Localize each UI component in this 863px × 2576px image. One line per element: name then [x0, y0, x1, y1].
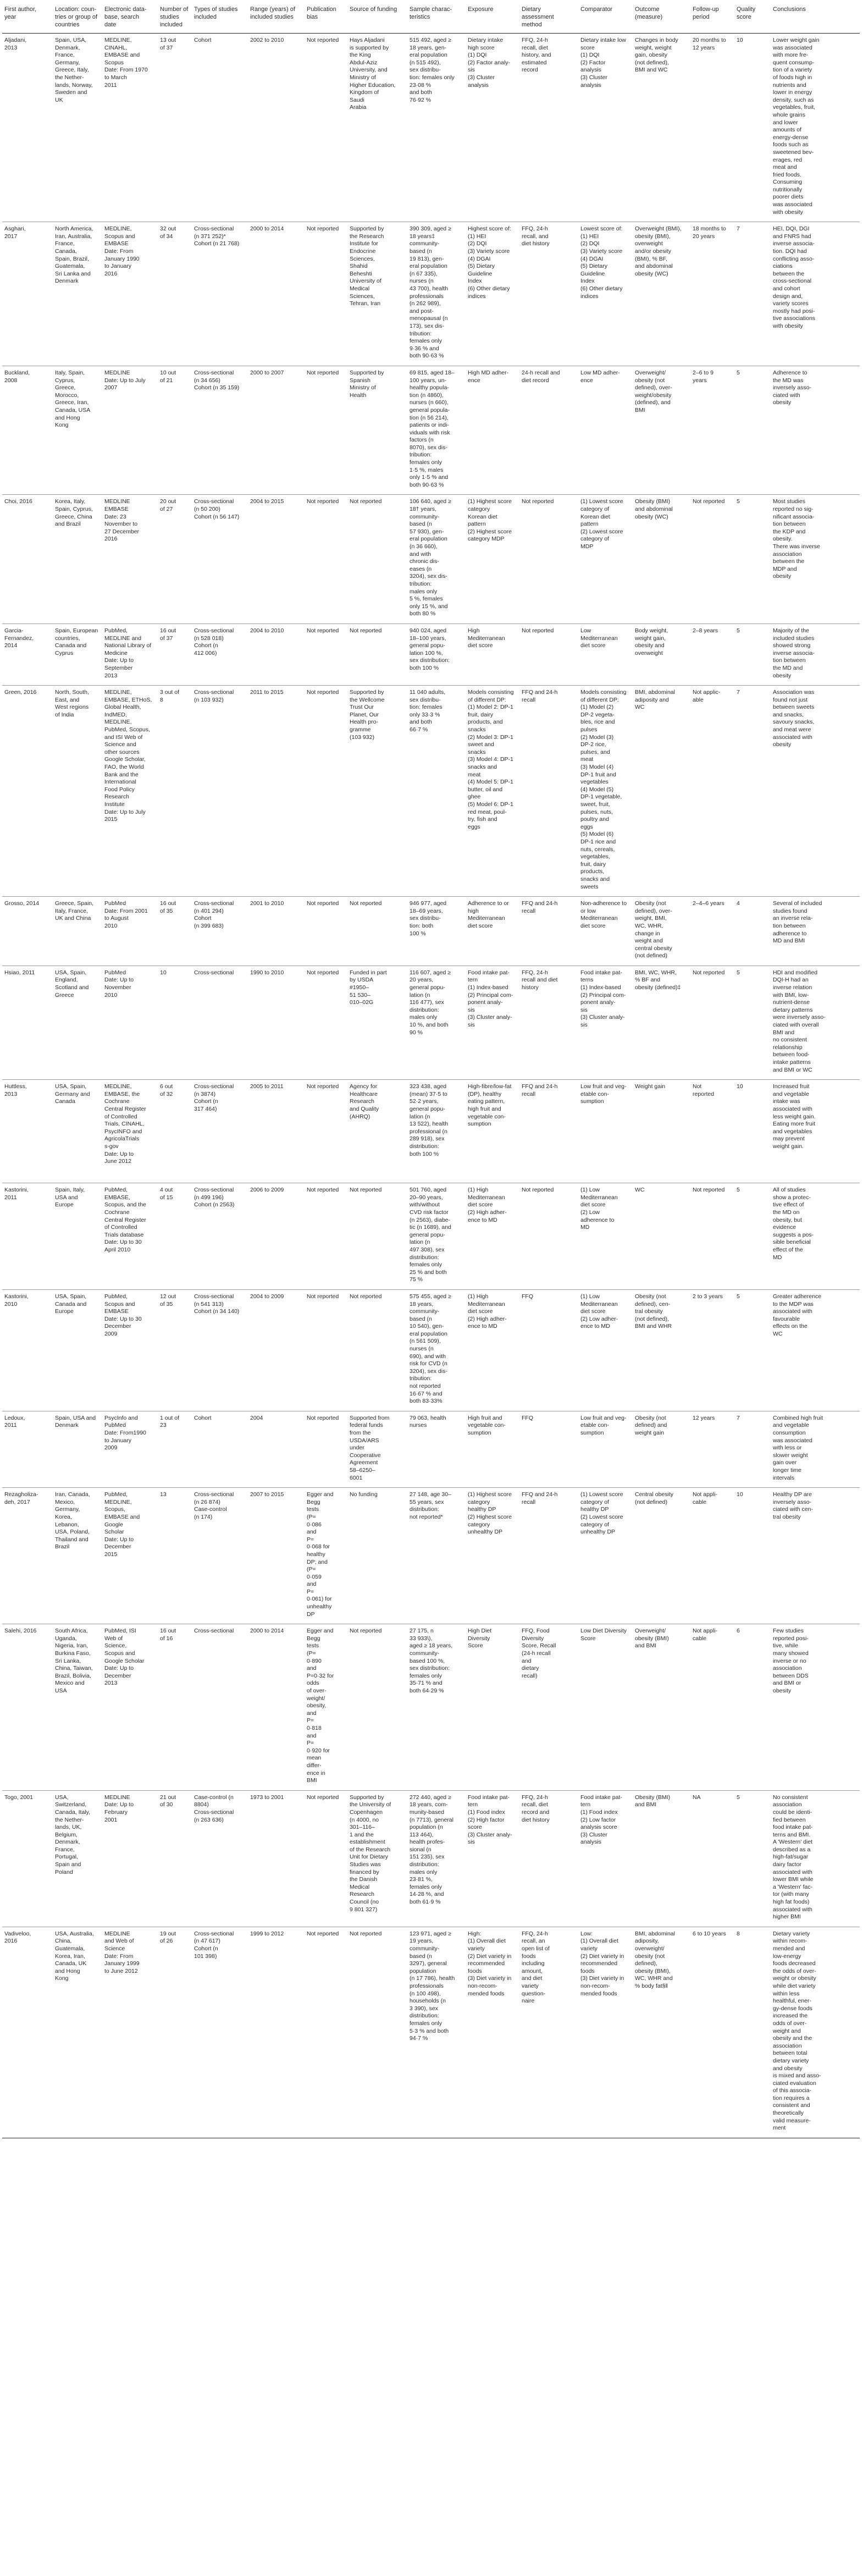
table-cell: Not reported [690, 495, 734, 624]
table-cell: Overweight/ obesity (BMI) and BMI [633, 1624, 690, 1790]
table-cell: Few studies reported posi- tive, while many showed inverse or no association between DDS and BMI or obesity [771, 1624, 860, 1790]
table-cell: 2004 to 2009 [248, 1289, 305, 1411]
table-cell: (1) Low Mediterranean diet score (2) Low adher- ence to MD [578, 1289, 633, 1411]
table-cell: 116 607, aged ≥ 20 years, general popu- lation (n 116 477), sex distribution: males only 10 %, and both 90 % [407, 966, 466, 1079]
table-cell: 2004 to 2015 [248, 495, 305, 624]
table-cell: Low: (1) Overall diet variety (2) Diet variety in recommended foods (3) Diet variety in non-recom- mended foods [578, 1927, 633, 2138]
table-cell: Healthy DP are inversely asso- ciated with cen- tral obesity [771, 1488, 860, 1624]
table-cell: High MD adher- ence [466, 366, 519, 495]
table-cell: 2006 to 2009 [248, 1183, 305, 1290]
table-cell: Combined high fruit and vegetable consumption was associated with less or slower weight gain over longer time intervals [771, 1411, 860, 1487]
table-cell: 390 309, aged ≥ 18 years‡ community- based (n 19 813), gen- eral population (n 67 335), nurses (n 43 700), health professionals (n 262 989), and post- menopausal (n 173), sex dis- tribution: females only 9·36 % and both 90·63 % [407, 222, 466, 366]
table-cell: North, South, East, and West regions of India [53, 686, 102, 897]
table-cell: Cross-sectional (n 499 196) Cohort (n 2563) [192, 1183, 248, 1290]
table-cell: Greater adherence to the MDP was associated with favourable effects on the WC [771, 1289, 860, 1411]
table-cell: No consistent association could be identi- fied between food intake pat- terns and BMI. A 'Western' diet described as a high-fat/sugar dairy factor associated with lower BMI while a 'Western' fac- tor (with many high fat foods) associated with higher BMI [771, 1790, 860, 1927]
table-cell: Adherence to the MD was inversely asso- ciated with obesity [771, 366, 860, 495]
table-cell: Egger and Begg tests (P= 0·890 and P=0·32 for odds of over- weight/ obesity, and P= 0·818 and P= 0·920 for mean differ- ence in BMI [305, 1624, 347, 1790]
table-cell: USA, Spain, England, Scotland and Greece [53, 966, 102, 1079]
table-cell: USA, Spain, Germany and Canada [53, 1080, 102, 1183]
table-cell: Green, 2016 [2, 686, 53, 897]
table-cell: Several of included studies found an inverse rela- tion between adherence to MD and BMI [771, 897, 860, 966]
table-cell: 10 out of 21 [158, 366, 192, 495]
table-cell: FFQ and 24-h recall [519, 686, 578, 897]
table-cell: Supported by the Research Institute for Endocrine Sciences, Shahid Beheshti University of Medical Sciences, Tehran, Iran [347, 222, 407, 366]
table-cell: USA, Switzerland, Canada, Italy, the Nether- lands, UK, Belgium, Denmark, France, Portugal, Spain and Poland [53, 1790, 102, 1927]
table-cell: Salehi, 2016 [2, 1624, 53, 1790]
table-cell: BMI, WC, WHR, % BF and obesity (defined)‡ [633, 966, 690, 1079]
table-cell: 16 out of 35 [158, 897, 192, 966]
table-cell: Obesity (BMI) and abdominal obesity (WC) [633, 495, 690, 624]
table-header [2, 3, 860, 34]
table-cell: 13 out of 37 [158, 34, 192, 222]
table-cell: Food intake pat- tern (1) Food index (2) Low factor analysis score (3) Cluster analysis [578, 1790, 633, 1927]
table-cell: 2000 to 2014 [248, 1624, 305, 1790]
column-header: Outcome (measure) [633, 3, 690, 34]
column-header: Location: coun- tries or group of countries [53, 3, 102, 34]
table-cell: Cross-sectional (n 26 874) Case-control (n 174) [192, 1488, 248, 1624]
table-cell: 2002 to 2010 [248, 34, 305, 222]
table-cell: FFQ, 24-h recall, and diet history [519, 222, 578, 366]
table-cell: Case-control (n 8804) Cross-sectional (n 263 636) [192, 1790, 248, 1927]
table-cell: MEDLINE EMBASE Date: 23 November to 27 December 2016 [102, 495, 158, 624]
table-cell: 6 out of 32 [158, 1080, 192, 1183]
table-cell: Greece, Spain, Italy, France, UK and China [53, 897, 102, 966]
table-cell: Ledoux, 2011 [2, 1411, 53, 1487]
table-cell: Low fruit and veg- etable con- sumption [578, 1411, 633, 1487]
table-cell: 4 [734, 897, 771, 966]
table-cell: Not reported [519, 1183, 578, 1290]
table-cell: Central obesity (not defined) [633, 1488, 690, 1624]
table-cell: Dietary intake low score (1) DQI (2) Factor analysis (3) Cluster analysis [578, 34, 633, 222]
table-cell: 940 024, aged 18–100 years, general popu- lation 100 %, sex distribution: both 100 % [407, 624, 466, 685]
table-cell: 11 040 adults, sex distribu- tion: females only 33·3 % and both 66·7 % [407, 686, 466, 897]
table-cell: 69 815, aged 18– 100 years, un- healthy popula- tion (n 4860), nurses (n 660), general popula- tion (n 56 214), patients or indi- viduals with risk factors (n 8070), sex dis- tribution: females only 1·5 %, males only 1·5 % and both 90·63 % [407, 366, 466, 495]
table-cell: (1) Lowest score category of Korean diet pattern (2) Lowest score category of MDP [578, 495, 633, 624]
table-row [2, 1927, 860, 2138]
table-cell: Not reported [690, 1080, 734, 1183]
table-cell: 501 760, aged 20–90 years, with/without CVD risk factor (n 2563), diabe- tic (n 1689), and general popu- lation (n 497 308), sex distribution: females only 25 % and both 75 % [407, 1183, 466, 1290]
table-cell: 5 [734, 1183, 771, 1290]
table-cell: MEDLINE, EMBASE, ETHoS, Global Health, IndMED, MEDLINE, PubMed, Scopus, and ISI Web of Science and other sources Google Scholar, FAO, the World Bank and the International Food Policy Research Institute Date: Up to July 2015 [102, 686, 158, 897]
table-cell: 946 977, aged 18–69 years, sex distribu- tion: both 100 % [407, 897, 466, 966]
table-cell: PubMed, MEDLINE, Scopus, EMBASE and Google Scholar Date: Up to December 2015 [102, 1488, 158, 1624]
table-cell: Cross-sectional (n 541 313) Cohort (n 34 140) [192, 1289, 248, 1411]
table-cell: High: (1) Overall diet variety (2) Diet variety in recommended foods (3) Diet variety in non-recom- mended foods [466, 1927, 519, 2138]
table-cell: Not reported [305, 34, 347, 222]
table-cell: Choi, 2016 [2, 495, 53, 624]
table-cell: Spain, European countries, Canada and Cyprus [53, 624, 102, 685]
table-cell: Rezagholiza- deh, 2017 [2, 1488, 53, 1624]
table-cell: Not appli- cable [690, 1624, 734, 1790]
table-cell: MEDLINE, Scopus and EMBASE Date: From January 1990 to January 2016 [102, 222, 158, 366]
table-cell: (1) Lowest score category of healthy DP (2) Lowest score category of unhealthy DP [578, 1488, 633, 1624]
column-header: Exposure [466, 3, 519, 34]
table-row [2, 1488, 860, 1624]
table-cell: Not reported [305, 495, 347, 624]
table-cell: 10 [734, 1488, 771, 1624]
table-cell: PubMed Date: From 2001 to August 2010 [102, 897, 158, 966]
table-cell: 7 [734, 222, 771, 366]
table-cell: 19 out of 26 [158, 1927, 192, 2138]
table-cell: 2004 [248, 1411, 305, 1487]
table-cell: MEDLINE, CINAHL, EMBASE and Scopus Date: From 1970 to March 2011 [102, 34, 158, 222]
table-cell: PsycInfo and PubMed Date: From1990 to January 2009 [102, 1411, 158, 1487]
table-cell: PubMed Date: Up to November 2010 [102, 966, 158, 1079]
table-cell: High Diet Diversity Score [466, 1624, 519, 1790]
table-cell: Spain, Italy, USA and Europe [53, 1183, 102, 1290]
table-cell: Aljadani, 2013 [2, 34, 53, 222]
table-cell: 4 out of 15 [158, 1183, 192, 1290]
table-row [2, 1411, 860, 1487]
table-cell: Cohort [192, 1411, 248, 1487]
table-cell: (1) Highest score category healthy DP (2) Highest score category unhealthy DP [466, 1488, 519, 1624]
table-cell: Cross-sectional (n 401 294) Cohort (n 399 683) [192, 897, 248, 966]
table-cell: 7 [734, 1411, 771, 1487]
table-cell: 2000 to 2014 [248, 222, 305, 366]
table-cell: FFQ, 24-h recall, diet history, and estimated record [519, 34, 578, 222]
table-cell: Lowest score of: (1) HEI (2) DQI (3) Variety score (4) DGAI (5) Dietary Guideline Index (6) Other dietary indices [578, 222, 633, 366]
table-cell: Grosso, 2014 [2, 897, 53, 966]
table-cell: 2011 to 2015 [248, 686, 305, 897]
table-cell: 24-h recall and diet record [519, 366, 578, 495]
table-cell: FFQ, Food Diversity Score, Recall (24-h recall and dietary recall) [519, 1624, 578, 1790]
table-cell: 5 [734, 1790, 771, 1927]
table-cell: Funded in part by USDA #1950– 51 530– 010–02G [347, 966, 407, 1079]
table-cell: Cross-sectional (n 34 656) Cohort (n 35 159) [192, 366, 248, 495]
column-header: Conclusions [771, 3, 860, 34]
table-cell: Not applic- able [690, 686, 734, 897]
table-cell: 16 out of 37 [158, 624, 192, 685]
table-cell: 6 [734, 1624, 771, 1790]
table-cell: Cross-sectional (n 528 018) Cohort (n 412 006) [192, 624, 248, 685]
table-cell: No funding [347, 1488, 407, 1624]
table-cell: 575 455, aged ≥ 18 years, community- based (n 10 540), gen- eral population (n 561 509), nurses (n 690), and with risk for CVD (n 3204), sex dis- tribution: not reported 16·67 % and both 83·33% [407, 1289, 466, 1411]
table-cell: Food intake pat- tern (1) Food index (2) High factor score (3) Cluster analy- sis [466, 1790, 519, 1927]
table-cell: FFQ and 24-h recall [519, 897, 578, 966]
table-cell: Low MD adher- ence [578, 366, 633, 495]
table-cell: Dietary variety within recom- mended and low-energy foods decreased the odds of over- weight or obesity while diet variety within less healthful, ener- gy-dense foods increased the odds of over- weight and obesity and the association between total dietary variety and obesity is mixed and asso- ciated evaluation of this associa- tion requires a consistent and theoretically valid measure- ment [771, 1927, 860, 2138]
table-cell: NA [690, 1790, 734, 1927]
table-cell: 123 971, aged ≥ 19 years, community- based (n 3297), general population (n 17 786), health professionals (n 100 498), households (n 3 390), sex distribution: females only 5·3 % and both 94·7 % [407, 1927, 466, 2138]
table-cell: High fruit and vegetable con- sumption [466, 1411, 519, 1487]
table-cell: 2–4–6 years [690, 897, 734, 966]
table-cell: 515 492, aged ≥ 18 years, gen- eral population (n 515 492), sex distribu- tion: females only 23·08 % and both 76·92 % [407, 34, 466, 222]
table-cell: Association was found not just between sweets and snacks, savoury snacks, and meat were associated with obesity [771, 686, 860, 897]
table-row [2, 1790, 860, 1927]
table-cell: 12 out of 35 [158, 1289, 192, 1411]
table-row [2, 1624, 860, 1790]
table-cell: 2 to 3 years [690, 1289, 734, 1411]
table-cell: FFQ, 24-h recall, an open list of foods including amount, and diet variety question- naire [519, 1927, 578, 2138]
table-cell: Dietary intake high score (1) DQI (2) Factor analy- sis (3) Cluster analysis [466, 34, 519, 222]
table-cell: Not reported [305, 1289, 347, 1411]
table-cell: 1973 to 2001 [248, 1790, 305, 1927]
table-cell: Cross-sectional (n 47 617) Cohort (n 101 398) [192, 1927, 248, 2138]
table-cell: Not reported [519, 624, 578, 685]
table-cell: MEDLINE, EMBASE, the Cochrane Central Register of Controlled Trials, CINAHL, PsycINFO and AgricolaTrials s-gov Date: Up to June 2012 [102, 1080, 158, 1183]
table-cell: Korea, Italy, Spain, Cyprus, Greece, China and Brazil [53, 495, 102, 624]
table-cell: 10 [734, 1080, 771, 1183]
table-cell: 18 months to 20 years [690, 222, 734, 366]
table-cell: Increased fruit and vegetable intake was associated with less weight gain. Eating more fruit and vegetables may prevent weight gain. [771, 1080, 860, 1183]
table-cell: MEDLINE Date: Up to July 2007 [102, 366, 158, 495]
table-cell: Spain, USA and Denmark [53, 1411, 102, 1487]
table-cell: Asghari, 2017 [2, 222, 53, 366]
table-cell: (1) High Mediterranean diet score (2) High adher- ence to MD [466, 1289, 519, 1411]
table-cell: 3 out of 8 [158, 686, 192, 897]
table-cell: Models consisting of different DP: (1) Model 2: DP-1 fruit, dairy products, and snacks (2) Model 3: DP-1 sweet and snacks (3) Model 4: DP-1 snacks and meat (4) Model 5: DP-1 butter, oil and ghee (5) Model 6: DP-1 red meat, poul- try, fish and eggs [466, 686, 519, 897]
table-cell: (1) High Mediterranean diet score (2) High adher- ence to MD [466, 1183, 519, 1290]
table-cell: 10 [158, 966, 192, 1079]
table-cell: 1 out of 23 [158, 1411, 192, 1487]
table-cell: Cohort [192, 34, 248, 222]
table-cell: Hsiao, 2011 [2, 966, 53, 1079]
table-cell: Not reported [347, 624, 407, 685]
table-cell: Overweight (BMI), obesity (BMI), overweight and/or obesity (BMI), % BF, and abdominal obesity (WC) [633, 222, 690, 366]
table-cell: Obesity (not defined), over- weight, BMI, WC, WHR, change in weight and central obesity (not defined) [633, 897, 690, 966]
table-cell: BMI, abdominal adiposity and WC [633, 686, 690, 897]
column-header: Dietary assessment method [519, 3, 578, 34]
table-row [2, 34, 860, 222]
table-cell: 2005 to 2011 [248, 1080, 305, 1183]
table-cell: Cross-sectional (n 3874) Cohort (n 317 464) [192, 1080, 248, 1183]
table-cell: Body weight, weight gain, obesity and overweight [633, 624, 690, 685]
table-cell: North America, Iran, Australia, France, Canada, Spain, Brazil, Guatemala, Sri Lanka and Denmark [53, 222, 102, 366]
table-cell: 5 [734, 966, 771, 1079]
table-row [2, 897, 860, 966]
table-cell: Not reported [305, 222, 347, 366]
table-cell: Obesity (BMI) and BMI [633, 1790, 690, 1927]
table-cell: 79 063, health nurses [407, 1411, 466, 1487]
table-cell: Changes in body weight, weight gain, obesity (not defined), BMI and WC [633, 34, 690, 222]
table-cell: Spain, USA, Denmark, France, Germany, Greece, Italy, the Nether- lands, Norway, Sweden and UK [53, 34, 102, 222]
table-cell: Not reported [519, 495, 578, 624]
table-row [2, 1289, 860, 1411]
table-cell: Not reported [305, 1080, 347, 1183]
table-cell: Obesity (not defined), cen- tral obesity (not defined), BMI and WHR [633, 1289, 690, 1411]
table-cell: Huttless, 2013 [2, 1080, 53, 1183]
table-cell: FFQ, 24-h recall, diet record and diet history [519, 1790, 578, 1927]
table-cell: Not reported [305, 1183, 347, 1290]
table-cell: MEDLINE Date: Up to February 2001 [102, 1790, 158, 1927]
table-cell: Low Diet Diversity Score [578, 1624, 633, 1790]
table-cell: Not reported [347, 1183, 407, 1290]
table-cell: Vadiveloo, 2016 [2, 1927, 53, 2138]
table-cell: Cross-sectional (n 50 200) Cohort (n 56 147) [192, 495, 248, 624]
table-cell: South Africa, Uganda, Nigeria, Iran, Burkina Faso, Sri Lanka, China, Taiwan, Brazil, Bolivia, Mexico and USA [53, 1624, 102, 1790]
table-cell: Most studies reported no sig- nificant associa- tion between the KDP and obesity. There was inverse association between the MDP and obesity [771, 495, 860, 624]
table-cell: 13 [158, 1488, 192, 1624]
table-cell: Hays Aljadani is supported by the King Abdul-Aziz University, and Ministry of Higher Education, Kingdom of Saudi Arabia [347, 34, 407, 222]
table-cell: Agency for Healthcare Research and Quality (AHRQ) [347, 1080, 407, 1183]
table-cell: Kastorini, 2010 [2, 1289, 53, 1411]
table-cell: Highest score of: (1) HEI (2) DQI (3) Variety score (4) DGAI (5) Dietary Guideline Index (6) Other dietary indices [466, 222, 519, 366]
table-cell: BMI, abdominal adiposity, overweight/ obesity (not defined), obesity (BMI), WC, WHR and % body fat§‖ [633, 1927, 690, 2138]
table-cell: Not reported [305, 624, 347, 685]
table-cell: 2001 to 2010 [248, 897, 305, 966]
table-cell: (1) Highest score category Korean diet pattern (2) Highest score category MDP [466, 495, 519, 624]
table-cell: Supported by the University of Copenhagen (n 4000, no 301–116– 1 and the establishment of the Research Unit for Dietary Studies was financed by the Danish Medical Research Council (no 9 801 327) [347, 1790, 407, 1927]
table-cell: Garcia- Fernandez, 2014 [2, 624, 53, 685]
table-cell: Not reported [690, 1183, 734, 1290]
table-cell: Not reported [305, 897, 347, 966]
table-cell: 323 438, aged (mean) 37·5 to 52·2 years, general popu- lation (n 13 522), health professional (n 289 918), sex distribution: both 100 % [407, 1080, 466, 1183]
table-row [2, 495, 860, 624]
table-cell: Cross-sectional [192, 966, 248, 1079]
table-cell: Not reported [347, 1927, 407, 2138]
table-cell: Weight gain [633, 1080, 690, 1183]
table-cell: 8 [734, 1927, 771, 2138]
table-row [2, 966, 860, 1079]
table-row [2, 366, 860, 495]
table-cell: HEI, DQI, DGI and FNRS had inverse associa- tion. DQI had conflicting asso- ciations between the cross-sectional and cohort design and, variety scores mostly had posi- tive associations with obesity [771, 222, 860, 366]
table-cell: 5 [734, 366, 771, 495]
column-header: Range (years) of included studies [248, 3, 305, 34]
column-header: First author, year [2, 3, 53, 34]
column-header: Number of studies included [158, 3, 192, 34]
table-cell: USA, Australia, China, Guatemala, Korea, Iran, Canada, UK and Hong Kong [53, 1927, 102, 2138]
table-cell: FFQ [519, 1411, 578, 1487]
table-cell: PubMed, EMBASE, Scopus, and the Cochrane Central Register of Controlled Trials database Date: Up to 30 April 2010 [102, 1183, 158, 1290]
table-cell: WC [633, 1183, 690, 1290]
table-cell: 106 640, aged ≥ 18† years, community- based (n 57 930), gen- eral population (n 36 660), and with chronic dis- eases (n 3204), sex dis- tribution: males only 5 %, females only 15 %, and both 80 % [407, 495, 466, 624]
table-cell: Food intake pat- tern (1) Index-based (2) Principal com- ponent analy- sis (3) Cluster analy- sis [466, 966, 519, 1079]
table-cell: 5 [734, 1289, 771, 1411]
table-cell: USA, Spain, Canada and Europe [53, 1289, 102, 1411]
table-cell: 272 440, aged ≥ 18 years, com- munity-based (n 7713), general population (n 113 464), health profes- sional (n 151 235), sex distribution: males only 23·81 %, females only 14·28 %, and both 61·9 % [407, 1790, 466, 1927]
table-cell: 7 [734, 686, 771, 897]
column-header: Source of funding [347, 3, 407, 34]
header-row [2, 3, 860, 34]
table-cell: Low Mediterranean diet score [578, 624, 633, 685]
systematic-review-table [2, 3, 860, 2138]
table-cell: Majority of the included studies showed strong inverse associa- tion between the MD and obesity [771, 624, 860, 685]
table-cell: Low fruit and veg- etable con- sumption [578, 1080, 633, 1183]
table-cell: Supported by Spanish Ministry of Health [347, 366, 407, 495]
table-cell: Cross-sectional [192, 1624, 248, 1790]
table-cell: 12 years [690, 1411, 734, 1487]
column-header: Electronic data- base, search date [102, 3, 158, 34]
table-cell: 32 out of 34 [158, 222, 192, 366]
table-cell: Not reported [347, 1624, 407, 1790]
table-cell: Not reported [690, 966, 734, 1079]
table-cell: Not reported [305, 1790, 347, 1927]
table-cell: Egger and Begg tests (P= 0·086 and P= 0·068 for healthy DP; and (P= 0·059 and P= 0·061) for unhealthy DP [305, 1488, 347, 1624]
table-cell: PubMed, Scopus and EMBASE Date: Up to 30 December 2009 [102, 1289, 158, 1411]
table-cell: 16 out of 16 [158, 1624, 192, 1790]
table-cell: High-fibre/low-fat (DP), healthy eating pattern, high fruit and vegetable con- sumption [466, 1080, 519, 1183]
table-cell: Cross-sectional (n 371 252)* Cohort (n 21 768) [192, 222, 248, 366]
table-cell: 1990 to 2010 [248, 966, 305, 1079]
table-cell: 20 months to 12 years [690, 34, 734, 222]
table-cell: 5 [734, 495, 771, 624]
column-header: Follow-up period [690, 3, 734, 34]
table-cell: 6 to 10 years [690, 1927, 734, 2138]
table-cell: Not appli- cable [690, 1488, 734, 1624]
column-header: Quality score [734, 3, 771, 34]
table-cell: Obesity (not defined) and weight gain [633, 1411, 690, 1487]
table-row [2, 1080, 860, 1183]
table-cell: Kastorini, 2011 [2, 1183, 53, 1290]
table-cell: Non-adherence to or low Mediterranean diet score [578, 897, 633, 966]
table-cell: PubMed, MEDLINE and National Library of Medicine Date: Up to September 2013 [102, 624, 158, 685]
table-cell: Food intake pat- terns (1) Index-based (2) Principal com- ponent analy- sis (3) Cluster analy- sis [578, 966, 633, 1079]
table-cell: High Mediterranean diet score [466, 624, 519, 685]
table-cell: Not reported [305, 366, 347, 495]
table-cell: MEDLINE and Web of Science Date: From January 1999 to June 2012 [102, 1927, 158, 2138]
table-cell: Not reported [305, 1927, 347, 2138]
table-cell: Adherence to or high Mediterranean diet score [466, 897, 519, 966]
table-cell: Italy, Spain, Cyprus, Greece, Morocco, Greece, Iran, Canada, USA and Hong Kong [53, 366, 102, 495]
table-cell: Supported by the Wellcome Trust Our Planet, Our Health pro- gramme (103 932) [347, 686, 407, 897]
column-header: Types of studies included [192, 3, 248, 34]
table-cell: 21 out of 30 [158, 1790, 192, 1927]
table-cell: 1999 to 2012 [248, 1927, 305, 2138]
table-cell: Not reported [347, 1289, 407, 1411]
table-cell: FFQ and 24-h recall [519, 1080, 578, 1183]
table-cell: 2004 to 2010 [248, 624, 305, 685]
table-row [2, 624, 860, 685]
table-cell: Models consisting of different DP: (1) Model (2) DP-2 vegeta- bles, rice and pulses (2) Model (3) DP-2 rice, pulses, and meat (3) Model (4) DP-1 fruit and vegetables (4) Model (5) DP-1 vegetable, sweet, fruit, pulses, nuts, poultry and eggs (5) Model (6) DP-1 rice and nuts, cereals, vegetables, fruit, dairy products, snacks and sweets [578, 686, 633, 897]
table-body [2, 34, 860, 2138]
table-cell: PubMed, ISI Web of Science, Scopus and Google Scholar Date: Up to December 2013 [102, 1624, 158, 1790]
table-cell: 27 148, age 30– 55 years, sex distribution: not reported* [407, 1488, 466, 1624]
table-cell: 20 out of 27 [158, 495, 192, 624]
table-cell: 2–8 years [690, 624, 734, 685]
table-cell: FFQ, 24-h recall and diet history [519, 966, 578, 1079]
table-cell: Not reported [305, 966, 347, 1079]
table-cell: Not reported [305, 686, 347, 897]
table-row [2, 1183, 860, 1290]
table-cell: HDI and modified DQI-H had an inverse relation with BMI, low- nutrient-dense dietary patterns were inversely asso- ciated with overall BMI and no consistent relationship between food- intake patterns and BMI or WC [771, 966, 860, 1079]
table-cell: 2007 to 2015 [248, 1488, 305, 1624]
table-cell: 2000 to 2007 [248, 366, 305, 495]
table-row [2, 686, 860, 897]
table-row [2, 222, 860, 366]
table-cell: Buckland, 2008 [2, 366, 53, 495]
table-cell: FFQ and 24-h recall [519, 1488, 578, 1624]
column-header: Sample charac- teristics [407, 3, 466, 34]
column-header: Comparator [578, 3, 633, 34]
column-header: Publication bias [305, 3, 347, 34]
table-cell: Iran, Canada, Mexico, Germany, Korea, Lebanon, USA, Poland, Thailand and Brazil [53, 1488, 102, 1624]
table-cell: Cross-sectional (n 103 932) [192, 686, 248, 897]
table-cell: 2–6 to 9 years [690, 366, 734, 495]
table-cell: Supported from federal funds from the USDA/ARS under Cooperative Agreement 58–6250– 6001 [347, 1411, 407, 1487]
table-cell: FFQ [519, 1289, 578, 1411]
table-cell: 5 [734, 624, 771, 685]
table-cell: Not reported [305, 1411, 347, 1487]
table-cell: Not reported [347, 495, 407, 624]
table-cell: (1) Low Mediterranean diet score (2) Low adherence to MD [578, 1183, 633, 1290]
table-cell: Overweight/ obesity (not defined), over- weight/obesity (defined), and BMI [633, 366, 690, 495]
table-cell: All of studies show a protec- tive effect of the MD on obesity, but evidence suggests a pos- sible beneficial effect of the MD [771, 1183, 860, 1290]
table-cell: Lower weight gain was associated with more fre- quent consump- tion of a variety of foods high in nutrients and lower in energy density, such as vegetables, fruit, whole grains and lower amounts of energy-dense foods such as sweetened bev- erages, red meat and fried foods. Consuming nutritionally poorer diets was associated with obesity [771, 34, 860, 222]
table-cell: Not reported [347, 897, 407, 966]
table-cell: 27 175, n 33 933\), aged ≥ 18 years, community- based 100 %, sex distribution: females only 35·71 % and both 64·29 % [407, 1624, 466, 1790]
table-cell: 10 [734, 34, 771, 222]
table-cell: Togo, 2001 [2, 1790, 53, 1927]
